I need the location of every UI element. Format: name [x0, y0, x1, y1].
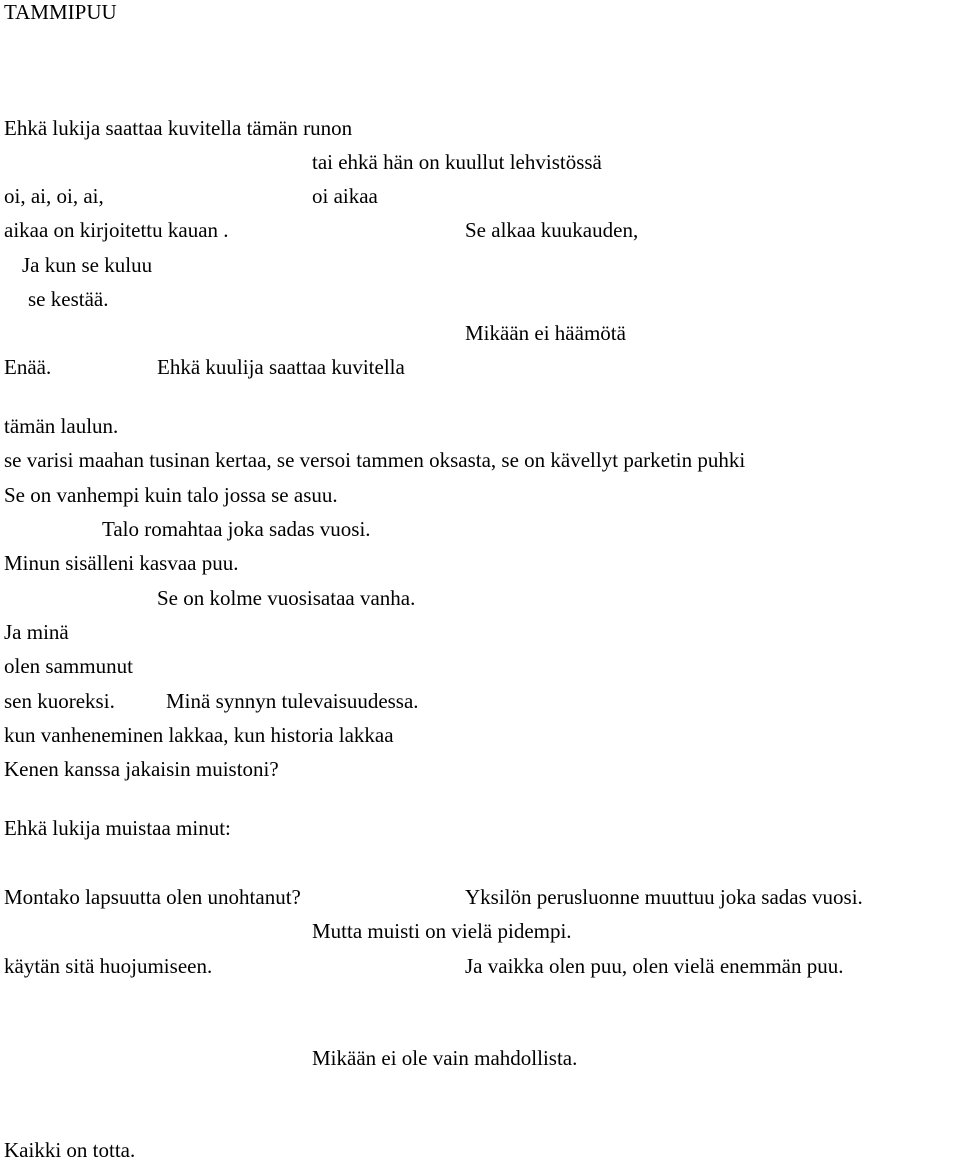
poem-line: aikaa on kirjoitettu kauan .: [4, 218, 229, 242]
poem-line: Ja minä: [4, 620, 69, 644]
poem-line: Ehkä lukija muistaa minut:: [4, 816, 231, 840]
poem-line: Ja vaikka olen puu, olen vielä enemmän puu.: [465, 954, 844, 978]
poem-line: kun vanheneminen lakkaa, kun historia lakkaa: [4, 723, 394, 747]
poem-line: Minä synnyn tulevaisuudessa.: [166, 689, 419, 713]
poem-line: Kaikki on totta.: [4, 1138, 136, 1162]
poem-line: Minun sisälleni kasvaa puu.: [4, 551, 239, 575]
poem-line: Se on kolme vuosisataa vanha.: [157, 586, 416, 610]
poem-line: käytän sitä huojumiseen.: [4, 954, 213, 978]
poem-title: TAMMIPUU: [4, 0, 117, 24]
poem-line: Ehkä kuulija saattaa kuvitella: [157, 355, 405, 379]
poem-line: Kenen kanssa jakaisin muistoni?: [4, 757, 279, 781]
poem-line: Talo romahtaa joka sadas vuosi.: [102, 517, 371, 541]
poem-line: Mikään ei häämötä: [465, 321, 626, 345]
poem-line: oi aikaa: [312, 184, 378, 208]
poem-line: Ja kun se kuluu: [22, 253, 153, 277]
poem-line: Se alkaa kuukauden,: [465, 218, 639, 242]
poem-line: se varisi maahan tusinan kertaa, se versoi tammen oksasta, se on kävellyt parketin puhki: [4, 448, 746, 472]
poem-line: tämän laulun.: [4, 414, 119, 438]
poem-line: Mutta muisti on vielä pidempi.: [312, 919, 572, 943]
poem-line: olen sammunut: [4, 654, 133, 678]
poem-line: Enää.: [4, 355, 52, 379]
poem-line: Se on vanhempi kuin talo jossa se asuu.: [4, 483, 338, 507]
poem-line: Mikään ei ole vain mahdollista.: [312, 1046, 578, 1070]
poem-line: Yksilön perusluonne muuttuu joka sadas vuosi.: [465, 885, 863, 909]
poem-line: sen kuoreksi.: [4, 689, 115, 713]
poem-line: oi, ai, oi, ai,: [4, 184, 104, 208]
poem-line: se kestää.: [28, 287, 109, 311]
poem-line: Montako lapsuutta olen unohtanut?: [4, 885, 301, 909]
poem-line: Ehkä lukija saattaa kuvitella tämän runon: [4, 116, 353, 140]
poem-line: tai ehkä hän on kuullut lehvistössä: [312, 150, 602, 174]
